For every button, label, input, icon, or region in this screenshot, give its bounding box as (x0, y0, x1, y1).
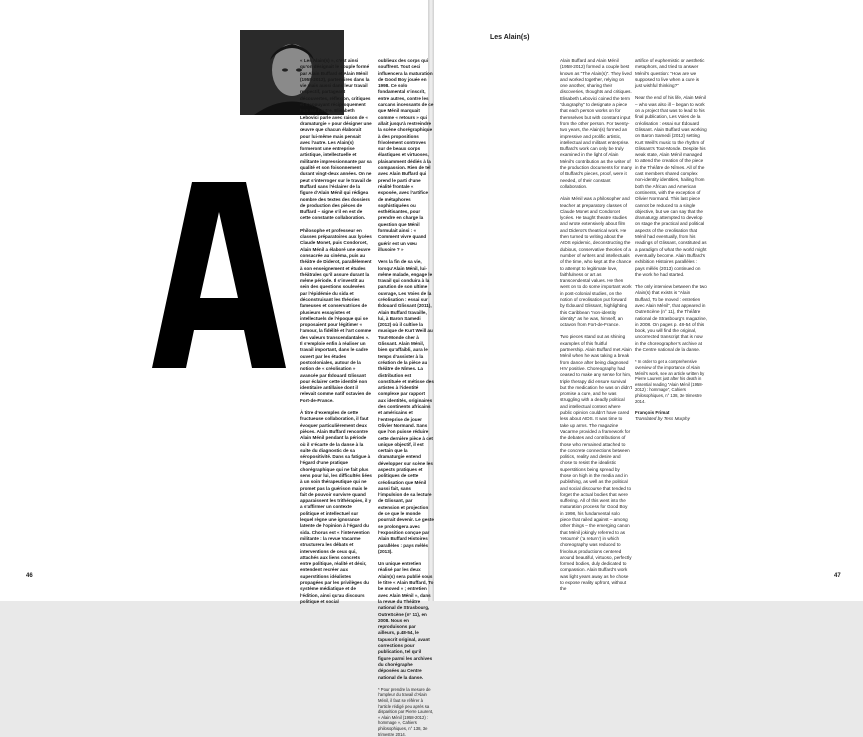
page-title: Les Alain(s) (490, 34, 530, 41)
paragraph: Near the end of his life, Alain Ménil – who was also ill – began to work on a project that was to lead to his final publication, Les Voies de la créolisation : essai sur Édouard Glissant. Alain Buffard was working on Baron Samedi (2012) setting Kurt Weill’s music to the rhythm of Glissant’s Tout-Monde. Despite his weak state, Alain Ménil managed to attend the creation of the piece in the Théâtre de Nîmes. All of the cast members shared complex non-identity identities, hailing from both the African and American continents, with the exception of Olivier Normand. This last piece cannot be reduced to a single objective, but we can say that the dramaturgy attempted to develop on stage the practical and political aspects of the creolisation that Ménil had eventually, from his readings of Glissant, constituted as a paradigm of what the world might eventually become. Alain Buffard’s exhibition Histoires parallèles : pays mêlés (2013) continued on the work he had started. (635, 95, 707, 277)
paragraph: artifice of euphemistic or aesthetic metaphors, and tried to answer Ménil’s question: “How are we supposed to live when a cure is just wishful thinking?” (635, 58, 705, 89)
page-number-left: 46 (26, 573, 33, 579)
signature-block (635, 410, 707, 423)
french-column-1 (300, 58, 372, 604)
paragraph: Un unique entretien réalisé par les deux Alain(s) sera publié sous le titre « Alain Buffard, To be moved » ; entretien avec Alain Ménil », dans la revue du Théâtre national de Strasbourg, OutreScène (n° 11), en 2008. Nous en reproduisons par ailleurs, p.48-54, le tapuscrit original, avant corrections pour publication, tel qu’il figure parmi les archives du chorégraphe déposées au Centre national de la danse. (378, 561, 434, 680)
footnote: * Pour prendre la mesure de l’ampleur du travail d’Alain Ménil, il faut se référer à l’article rédigé peu après sa disparition par Pierre Laurent, « Alain Ménil (1958-2012) : hommage », Cahiers philosophiques, n° 138, 3e trimestre 2014. (378, 686, 434, 737)
page-number-right: 47 (834, 573, 841, 579)
paragraph: À titre d’exemples de cette fructueuse collaboration, il faut évoquer particulièrement deux pièces. Alain Buffard rencontre Alain Ménil pendant la période où il s’écarte de la danse à la suite du diagnostic de sa séropositivité. Dans sa fatigue à l’égard d’une pratique chorégraphique qui ne fait plus sens pour lui, les difficultés liées à un soin thérapeutique qui ne promet pas la guérison mais le fait de pouvoir survivre quand apparaissent les trithérapies, il y a s’affirmer un contexte politique et intellectuel sur lequel règne une ignorance latente de l’opinion à l’égard du sida. Chorus est « l’intervention militante : la revue Vacarme structurera les débats et interventions de ceux qui, attachés aux liens concrets entre politique, réalité et désir, entendent recréer aux superstitions idéalistes propagées par les privilèges du système médiatique et de l’édition, ainsi qu’au discours politique et social (300, 410, 372, 604)
drop-letter-a (152, 182, 286, 368)
paragraph: oublieux des corps qui souffrent. Tout ceci influencera la maturation de Good Boy jouée en 1998. Ce solo fondamental s’inscrit, entre autres, contre les carcans incessants de ce que Ménil marquait comme « retours » qui allait jusqu’à restreindre la scène chorégraphique à des propositions frivolement controves sur de beaux corps élastiques et virtuoses, plaisamment dédiés à la compassion. Rien de tel avec Alain Buffard qui prend le parti d’une réalité frontale « exposée, avec l’artifice de métaphores sophistiquées ou esthétisantes, pour prendre en charge la question que Ménil formulait ainsi : « Comment vivre quand guérir est un vœu illusoire ? » (378, 58, 434, 252)
paragraph: Two pieces stand out as shining examples of this fruitful partnership. Alain Buffard met Alain Ménil when he was taking a break from dance after being diagnosed HIV positive. Choreography had ceased to make any sense for him, triple therapy did ensure survival but the medication he was on didn’t promise a cure, and he was struggling with a deadly political and intellectual context where public opinion couldn’t have cared less about AIDS. It was time to take up arms. The magazine Vacarme provided a framework for the debates and contributions of those who remained attached to the concrete connections between politics, reality and desire and chose to resist the idealistic superstitions being spread by those on high in the media and in publishing, as well as the political and social discourse that tended to forget the actual bodies that were suffering. All of this went into the maturation process for Good Boy in 1998, his fundamental solo piece that railed against – among other things – the emerging canon that Ménil jokingly referred to as ‘retourné’ (‘a return’) in which choreography was reduced to frivolous productions centered around beautiful, virtuoso, perfectly formed bodies, duly dedicated to compassion. Alain Buffard’s work was light years away as he chose to expose reality upfront, without the (560, 334, 633, 592)
footnote: * In order to get a comprehensive overview of the importance of Alain Ménil’s work, see an article written by Pierre Laurent just after his death in essential reading “Alain Ménil (1958-2012) : hommage”, Cahiers philosophiques, n° 138, 3e trimestre 2014. (635, 359, 705, 404)
english-column-2 (635, 58, 707, 583)
english-column-1 (560, 58, 633, 592)
paragraph: « Les Alain(s) », c’est ainsi qu’on désignait le couple formé par Alain Buffard et Alain Ménil (1958-2012), partenaires dans la vie mais aussi dans leur travail respectif, partageant découvertes, réflexion, critiques et s’appuyant réciproquement l’un sur l’autre. Elisabeth Lebovici parle avec raison de « dramaturgie » pour désigner une œuvre que chacun élaborait pour lui-même mais pensait avec l’autre. Les Alain(s) formeront une entreprise artistique, intellectuelle et militante impressionnante par sa qualité et son foisonnement durant vingt-deux années. On ne peut s’interroger sur le travail de Buffard sans l’éclairer de la figure d’Alain Ménil qui rédigea nombre des textes des dossiers de production des pièces de Buffard – signe s’il en est de cette constante collaboration. (300, 58, 372, 221)
paragraph: Alain Buffard and Alain Ménil (1958-2012) formed a couple best known as “The Alain(s)”. They lived and worked together, relying on one another, sharing their discoveries, thoughts and critiques. Elisabeth Lebovici coined the term “duography” to designate a piece that each person works on for themselves but with constant input from the other person. For twenty-two years, the Alain(s) formed an impressive and prolific artistic, intellectual and militant enterprise. Buffard’s work can only be truly examined in the light of Alain Ménil’s contribution as the writer of the production documents for many of Buffard’s pieces, proof, were it needed, of their constant collaboration. (560, 58, 633, 189)
paragraph: Alain Ménil was a philosopher and teacher at preparatory classes of Claude Monet and Condorcet lycées. He taught theatre studies and wrote extensively about film and Diderot’s theatrical work. He then turned to writing about the AIDS epidemic, deconstructing the dubious, conservative theories of a number of writers and intellectuals of the time, who kept at the chance to attempt to legitimate love, faithfulness or art as transcendental values. He then went on to do some important work in post-colonial studies, on the notion of creolisation put forward by Édouard Glissant, highlighting this Caribbean “non-identity identity” as he was, himself, an octavon from Fort-de-France. (560, 196, 632, 328)
paragraph: Philosophe et professeur en classes préparatoires aux lycées Claude Monet, puis Condorcet, Alain Ménil a élaboré une œuvre consacrée au cinéma, puis au théâtre de Diderot, parallèlement à son enseignement et études théâtrales qu’il assure durant la même période. Il s’investit au sein des questions soulevées par l’épidémie du sida et déconstruisant les théories fameuses et conservatrices de plusieurs essayistes et intellectuels de l’époque qui se proposaient pour légitimer « l’amour, la fidélité et l’art comme des valeurs transcendantales ». Il s’emploie enfin à réaliser un travail important, dans le cadre ouvert par les études postcoloniales, autour de la notion de « créolisation » avancée par Édouard Glissant pour éclairer cette identité non identitaire antillaise dont il relevait comme natif octavien de Fort-de-France. (300, 227, 372, 403)
paragraph: Vers la fin de sa vie, lorsqu’Alain Ménil, lui-même malade, engage le travail qui conduira à la parution de son ultime ouvrage, Les Voies de la créolisation : essai sur Édouard Glissant (2011), Alain Buffard travaille, lui, à Baron Samedi (2012) où il cultive la musique de Kurt Weill au Tout-Monde cher à Glissant. Alain Ménil, bien qu’affaibli, aura le temps d’assister à la création de la pièce au théâtre de Nîmes. La distribution est constituée et métisse des artistes à l’identité complexe par rapport aux identités, originaires des continents africains et américains et l’entreprise de jouer Olivier Normand. Sans que l’on puisse réduire cette dernière pièce à cet unique objectif, il est certain que la dramaturgie entend développer sur scène les aspects pratiques et politiques de cette créolisation que Ménil aussi fait, sans l’impulsion de sa lecture de Glissant, par extension et projection de ce que le monde pourrait devenir. Le geste se prolongera avec l’exposition conçue par Alain Buffard Histoires parallèles : pays mêlés (2013). (378, 259, 434, 554)
french-column-2 (378, 58, 434, 737)
paragraph: The only interview between the two Alain(s) that exists is “Alain Buffard, To be moved : entretien avec Alain Ménil”, that appeared in OutreScène (n° 11), the Théâtre national de Strasbourg’s magazine, in 2008. On pages p. 48-54 of this book, you will find the original, uncorrected transcript that is now in the choreographer’s archive at the Centre national de la danse. (635, 284, 707, 353)
translator-credit: Translated by Tess Murphy (635, 416, 690, 422)
author-signature: François Frimat (635, 410, 670, 416)
